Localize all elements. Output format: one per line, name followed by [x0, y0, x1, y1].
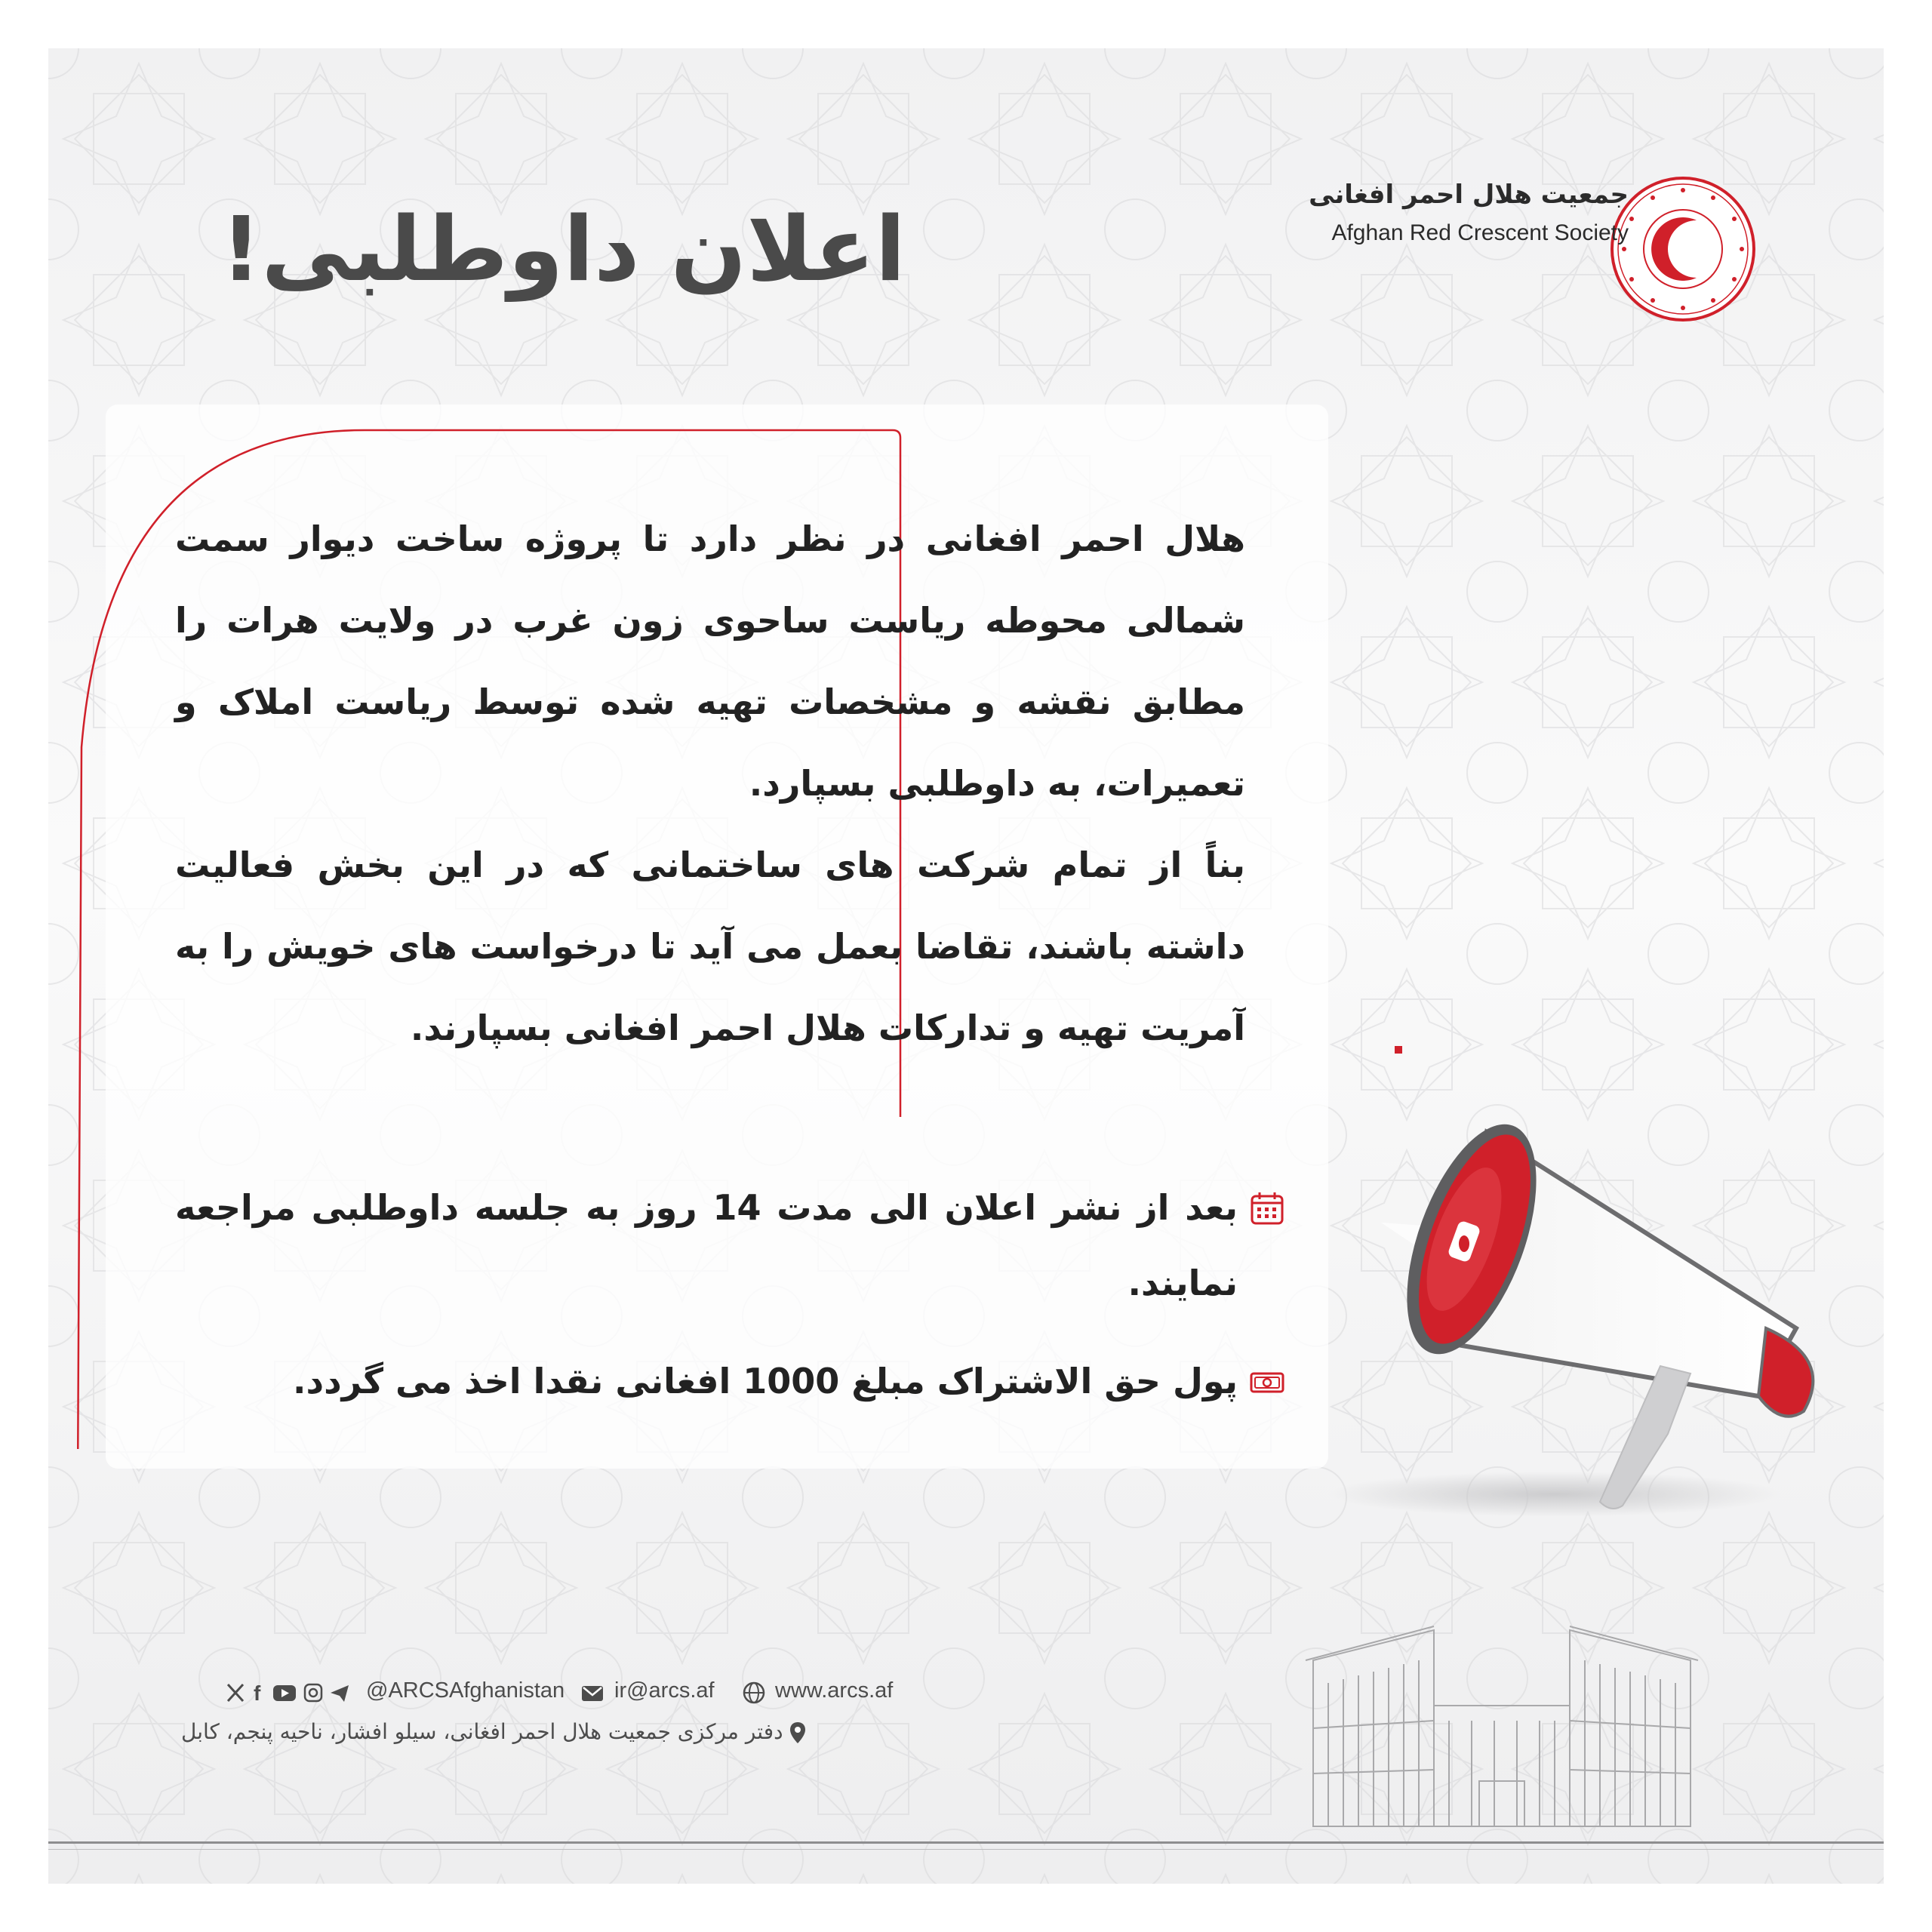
calendar-icon — [1250, 1191, 1284, 1226]
telegram-icon — [331, 1685, 349, 1702]
bullet-item-deadline — [175, 1170, 1284, 1321]
page-title: اعلان داوطلبی! — [220, 197, 906, 301]
headquarters-building-illustration — [1283, 1615, 1721, 1841]
org-name-persian: جمعیت هلال احمر افغانی — [1309, 180, 1629, 210]
x-icon — [228, 1684, 243, 1701]
cash-icon — [1250, 1364, 1284, 1399]
bullet-item-fee — [175, 1343, 1284, 1419]
megaphone-icon — [1313, 1041, 1841, 1524]
website-link[interactable]: www.arcs.af — [775, 1678, 894, 1703]
bullet-text-deadline: بعد از نشر اعلان الی مدت 14 روز به جلسه داوطلبی مراجعه نمایند. — [175, 1187, 1238, 1303]
footer-divider-line-thin — [48, 1849, 1884, 1850]
social-handle[interactable]: @ARCSAfghanistan — [366, 1678, 565, 1703]
org-name-english: Afghan Red Crescent Society — [1331, 220, 1629, 245]
facebook-icon: f — [254, 1681, 261, 1705]
email-icon — [581, 1680, 604, 1706]
social-icons — [226, 1680, 377, 1706]
email-link[interactable]: ir@arcs.af — [614, 1678, 715, 1703]
office-address — [181, 1719, 860, 1744]
body-paragraph-1: هلال احمر افغانی در نظر دارد تا پروژه ساخت دیوار سمت شمالی محوطه ریاست ساحوی زون غرب در ولایت هرات را مطابق نقشه و مشخصات تهیه شده توسط ریاست املاک و تعمیرات، به داوطلبی بسپارد. — [175, 518, 1245, 804]
location-pin-icon — [789, 1721, 806, 1744]
instagram-icon — [305, 1684, 321, 1701]
bullet-text-fee: پول حق الاشتراک مبلغ 1000 افغانی نقدا اخذ می گردد. — [292, 1361, 1238, 1401]
arcs-logo-icon — [1607, 174, 1758, 325]
globe-icon — [742, 1680, 766, 1706]
body-paragraph-2: بناً از تمام شرکت های ساختمانی که در این بخش فعالیت داشته باشند، تقاضا بعمل می آید تا درخواست های خویش را به آمریت تهیه و تدارکات هلال احمر افغانی بسپارند. — [175, 844, 1245, 1048]
address-text: دفتر مرکزی جمعیت هلال احمر افغانی، سیلو افشار، ناحیه پنجم، کابل — [181, 1719, 783, 1744]
footer-divider-line — [48, 1841, 1884, 1844]
announcement-body — [175, 498, 1245, 1069]
